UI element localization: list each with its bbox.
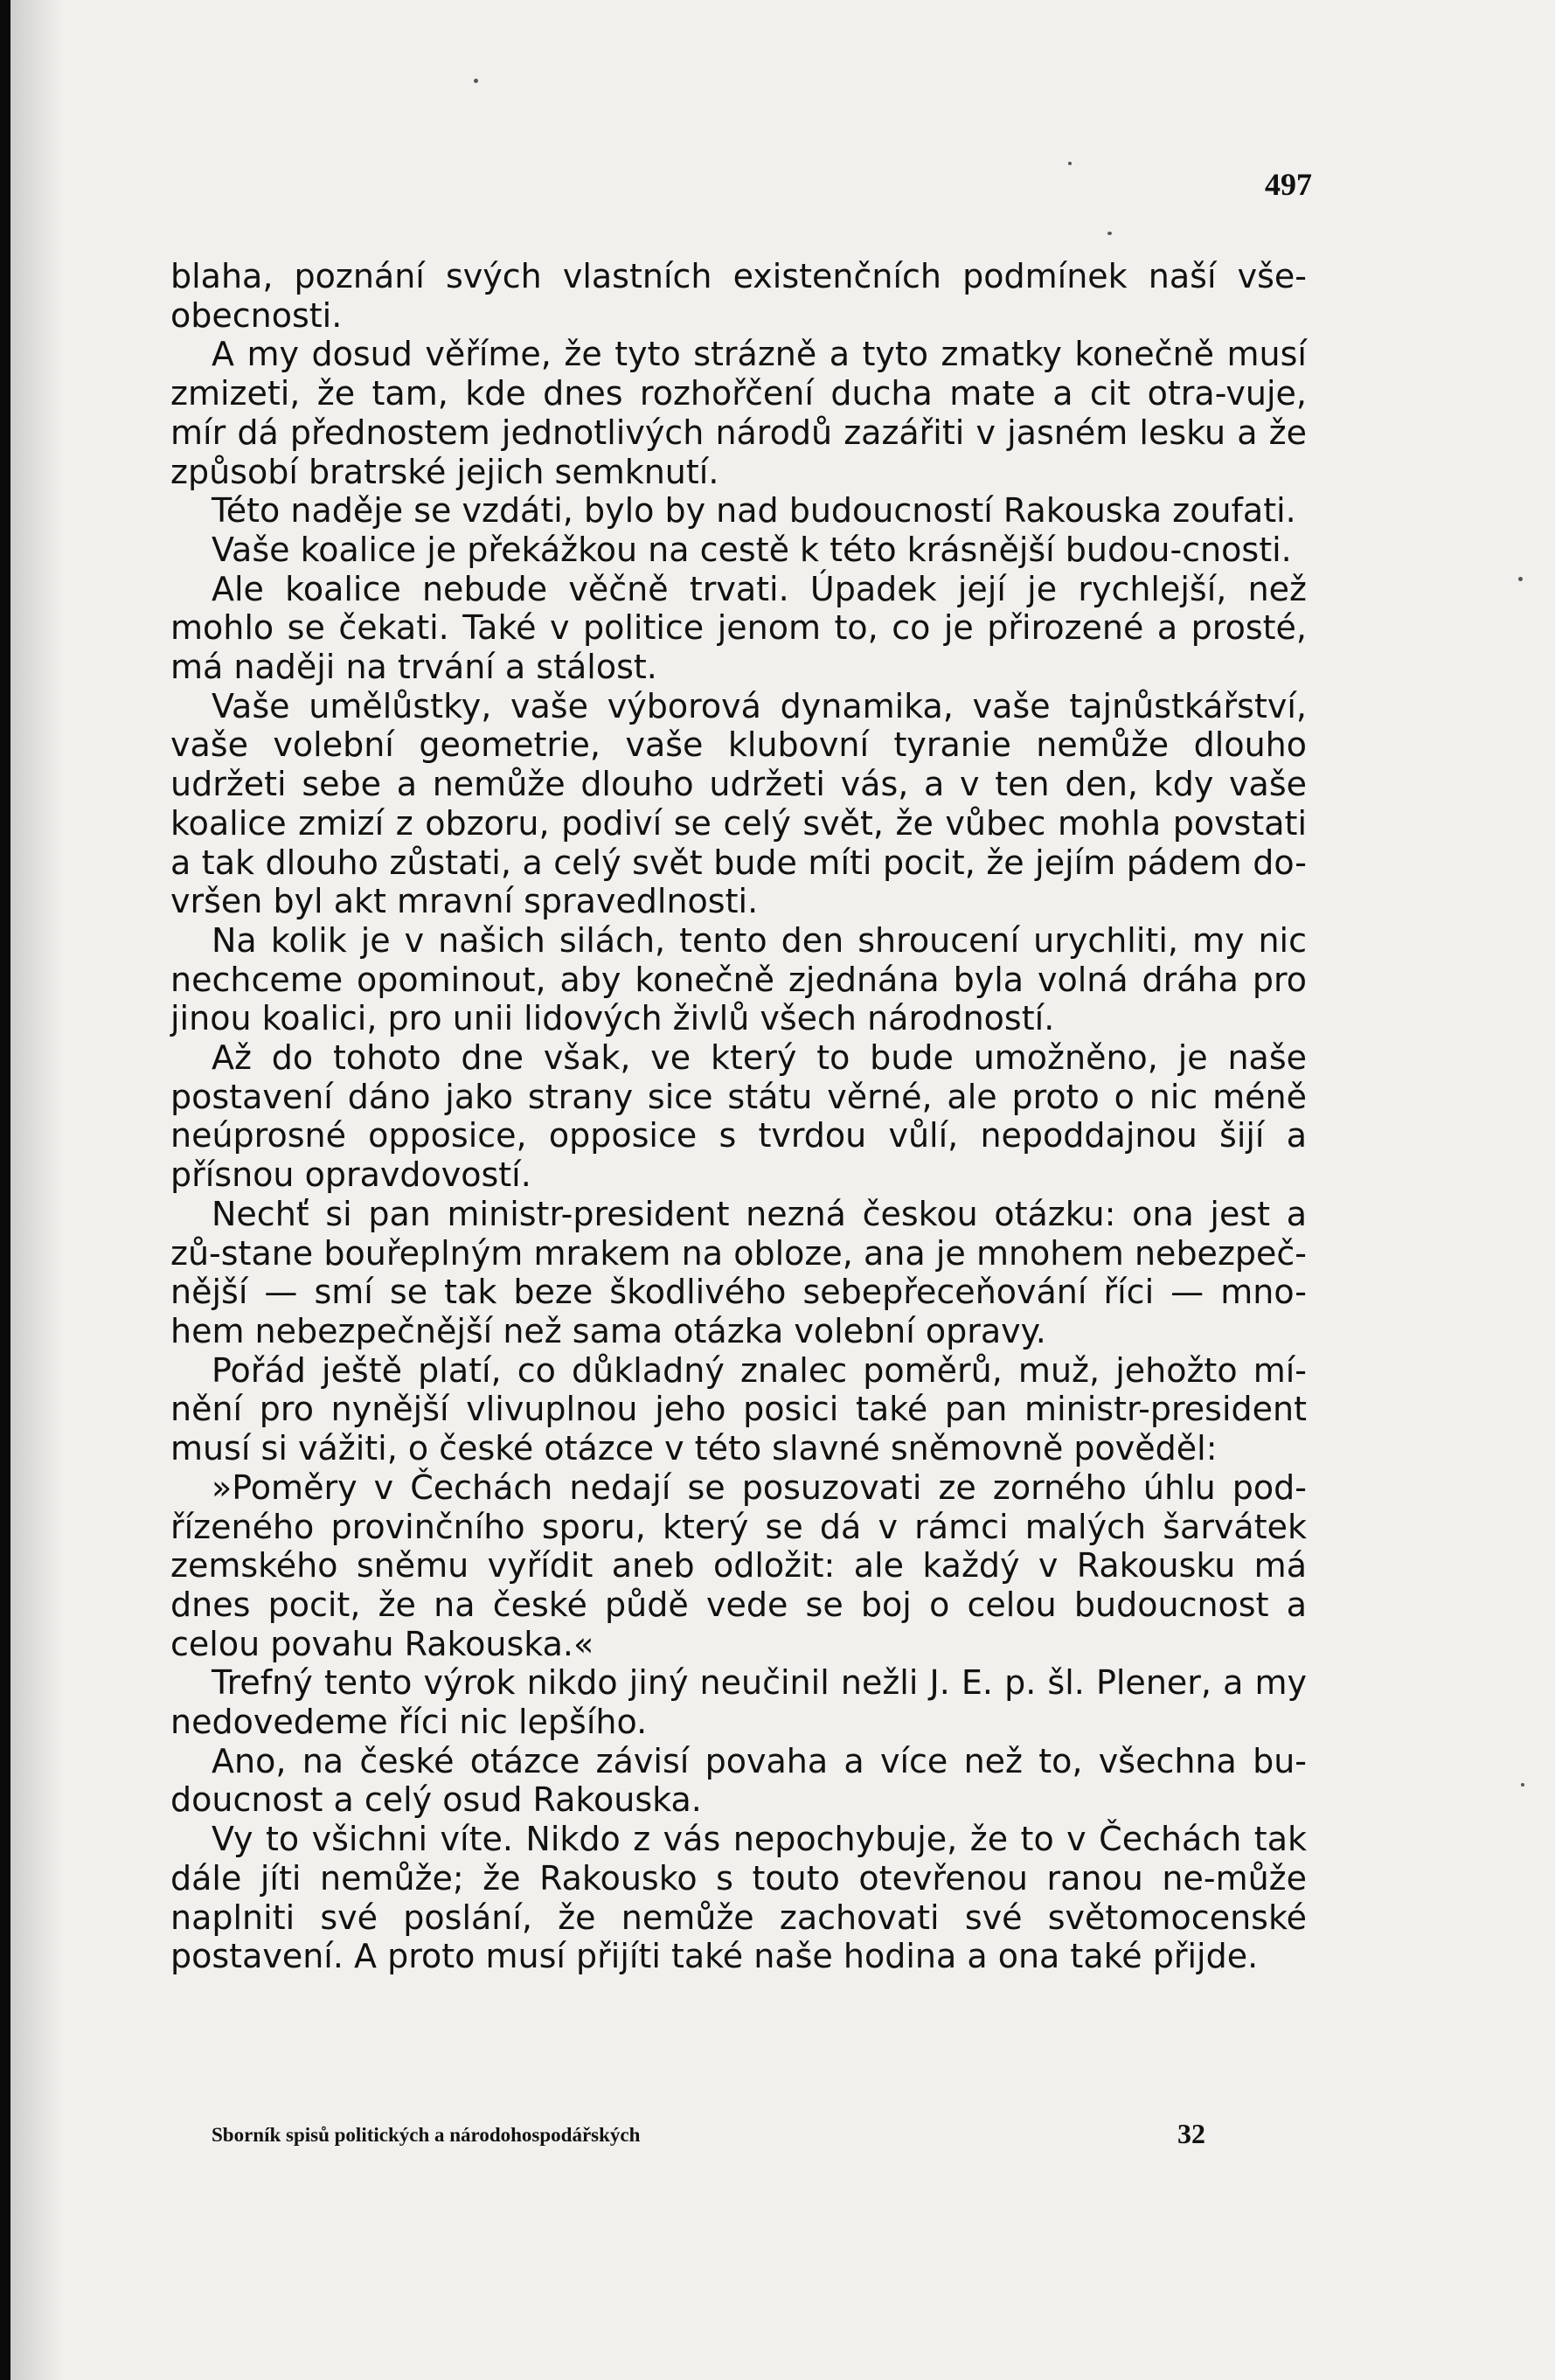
- paragraph: Vaše umělůstky, vaše výborová dynamika, vaše tajnůstkářství, vaše volební geometrie, vaše klubovní tyranie nemůže dlouho udržeti sebe a nemůže dlouho udržeti vás, a v ten den, kdy vaše koalice zmizí z obzoru, podiví se celý svět, že vůbec mohla povstati a tak dlouho zůstati, a celý svět bude míti pocit, že jejím pádem do-vršen byl akt mravní spravedlnosti.: [170, 686, 1307, 921]
- paragraph: Vaše koalice je překážkou na cestě k této krásnější budou-cnosti.: [212, 530, 1292, 569]
- paragraph: Této naděje se vzdáti, bylo by nad budoucností Rakouska zoufati.: [212, 491, 1296, 531]
- paragraph: Pořád ještě platí, co důkladný znalec poměrů, muž, jehožto mí-nění pro nynější vlivuplnou jeho posici také pan ministr-president musí si vážiti, o české otázce v této slavné sněmovně pověděl:: [170, 1350, 1307, 1468]
- paragraph: Až do tohoto dne však, ve který to bude umožněno, je naše postavení dáno jako strany sice státu věrné, ale proto o nic méně neúprosné opposice, opposice s tvrdou vůlí, nepoddajnou šijí a přísnou opravdovostí.: [170, 1038, 1307, 1195]
- paragraph: blaha, poznání svých vlastních existenčních podmínek naší vše-obecnosti.: [170, 257, 1307, 335]
- book-page: [10, 0, 1555, 2380]
- dust-speck: [1068, 162, 1072, 165]
- dust-speck: [1521, 1783, 1524, 1787]
- paragraph: Na kolik je v našich silách, tento den shroucení urychliti, my nic nechceme opominout, aby konečně zjednána byla volná dráha pro jinou koalici, pro unii lidových živlů všech národností.: [170, 920, 1307, 1038]
- page-edge-shadow: [10, 0, 63, 2380]
- paragraph: Ano, na české otázce závisí povaha a více než to, všechna bu-doucnost a celý osud Rakouska.: [170, 1741, 1307, 1820]
- paragraph: Ale koalice nebude věčně trvati. Úpadek její je rychlejší, než mohlo se čekati. Také v politice jenom to, co je přirozené a prosté, má naději na trvání a stálost.: [170, 569, 1307, 687]
- footer-signature: 32: [1177, 2118, 1205, 2149]
- dust-speck: [474, 79, 478, 83]
- paragraph: A my dosud věříme, že tyto strázně a tyto zmatky konečně musí zmizeti, že tam, kde dnes rozhořčení ducha mate a cit otra-vuje, mír dá přednostem jednotlivých národů zazářiti v jasném lesku a že způsobí bratrské jejich semknutí.: [170, 335, 1307, 491]
- footer-title: Sborník spisů politických a národohospodářských: [212, 2124, 641, 2146]
- body-text: [170, 257, 1307, 1976]
- page-number: 497: [1265, 167, 1312, 202]
- paragraph: Nechť si pan ministr-president nezná českou otázku: ona jest a zů-stane bouřeplným mrakem na obloze, ana je mnohem nebezpeč-nější — smí se tak beze škodlivého sebepřeceňování říci — mno-hem nebezpečnější než sama otázka volební opravy.: [170, 1194, 1307, 1350]
- paragraph: Trefný tento výrok nikdo jiný neučinil nežli J. E. p. šl. Plener, a my nedovedeme říci nic lepšího.: [170, 1663, 1307, 1742]
- dust-speck: [1107, 232, 1112, 235]
- paragraph: Vy to všichni víte. Nikdo z vás nepochybuje, že to v Čechách tak dále jíti nemůže; že Rakousko s touto otevřenou ranou ne-může naplniti své poslání, že nemůže zachovati své světomocenské postavení. A proto musí přijíti také naše hodina a ona také přijde.: [170, 1820, 1307, 1976]
- quote-paragraph: »Poměry v Čechách nedají se posuzovati ze zorného úhlu pod-řízeného provinčního sporu, který se dá v rámci malých šarvátek zemského sněmu vyřídit aneb odložit: ale každý v Rakousku má dnes pocit, že na české půdě vede se boj o celou budoucnost a celou povahu Rakouska.«: [170, 1468, 1307, 1663]
- dust-speck: [1518, 577, 1523, 581]
